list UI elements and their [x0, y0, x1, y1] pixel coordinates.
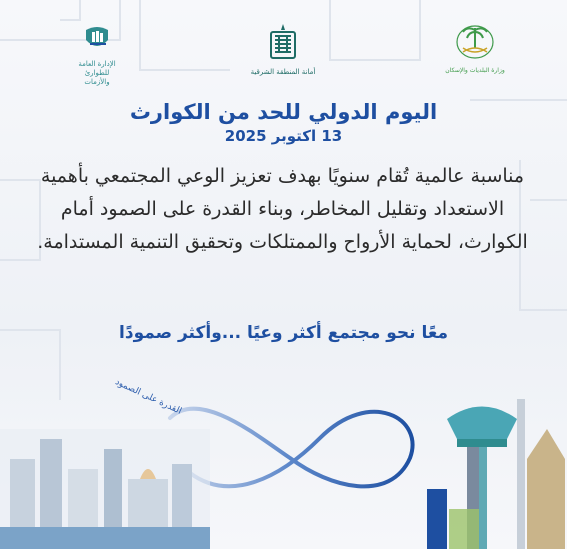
- page-title: اليوم الدولي للحد من الكوارث: [129, 100, 438, 124]
- logo-mid-caption: أمانة المنطقة الشرقية: [250, 68, 316, 76]
- city-skyline-left: [0, 409, 210, 549]
- logo-bar: [0, 22, 567, 92]
- eastern-province-municipality-logo: [248, 22, 318, 77]
- description-text: مناسبة عالمية تُقام سنويًا بهدف تعزيز الوعي المجتمعي بأهمية الاستعداد وتقليل المخاطر، وبناء القدرة على الصمود أمام الكوارث، لحماية الأرواح والممتلكات وتحقيق التنمية المستدامة.: [37, 165, 528, 253]
- infinity-label: القدرة على الصمود: [113, 377, 183, 417]
- slogan: معًا نحو مجتمع أكثر وعيًا ...وأكثر صمودًا: [119, 323, 448, 343]
- emergency-administration-logo: [72, 22, 122, 87]
- ministry-logo: [445, 22, 505, 75]
- city-skyline-right: [427, 399, 567, 549]
- logo-right-caption: وزارة البلديات والإسكان: [445, 67, 505, 74]
- event-date: 13 اكتوبر 2025: [224, 127, 343, 145]
- palm-swords-icon: [453, 22, 497, 62]
- shield-hand-icon: [80, 22, 114, 56]
- municipality-emblem-icon: [263, 22, 303, 64]
- logo-left-caption-1: الإدارة العامة: [78, 60, 116, 68]
- logo-left-caption-2: للطوارئ والأزمات: [84, 69, 110, 86]
